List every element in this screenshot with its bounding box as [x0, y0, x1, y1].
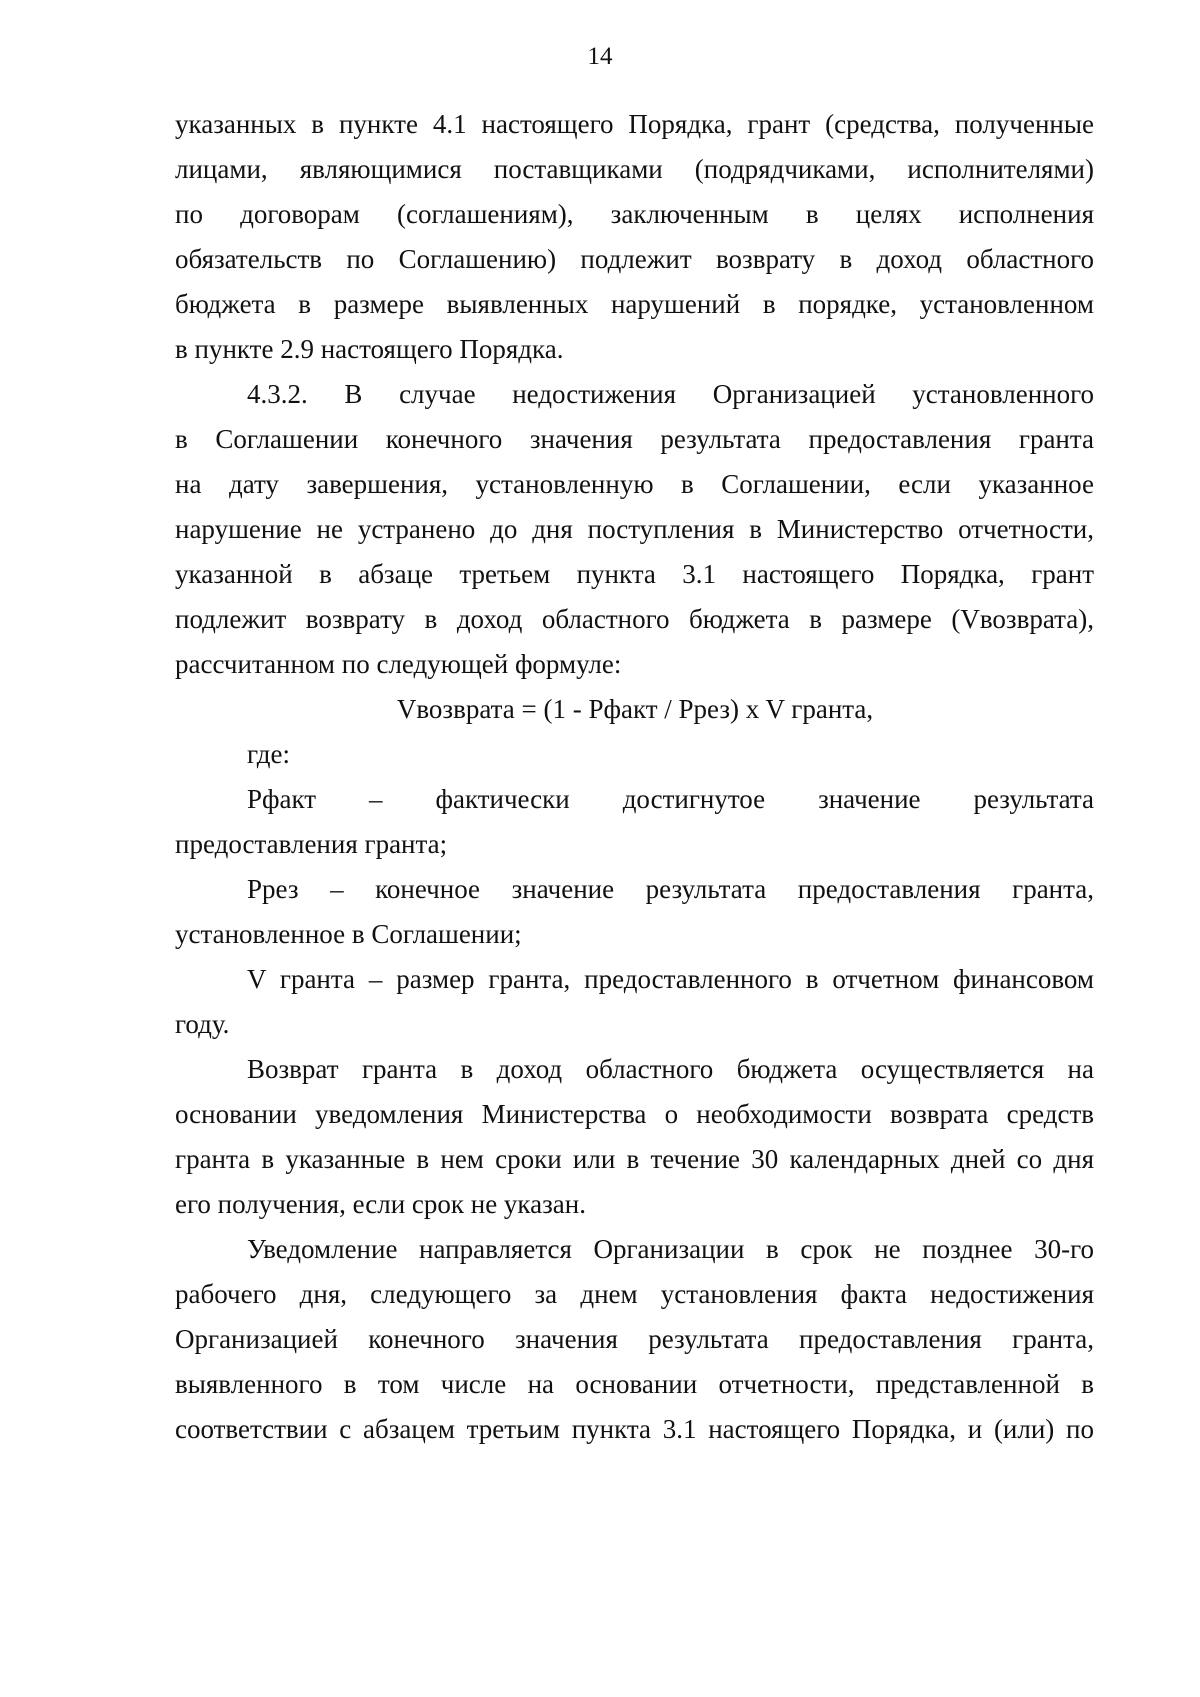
text-line: рабочего дня, следующего за днем установления факта недостижения	[175, 1279, 1094, 1309]
text-line: где:	[247, 739, 290, 769]
definition-line: V гранта – размер гранта, предоставленного в отчетном финансовом	[247, 964, 1094, 994]
text-line: основании уведомления Министерства о необходимости возврата средств	[175, 1099, 1094, 1129]
text-line: его получения, если срок не указан.	[175, 1189, 586, 1219]
text-line: подлежит возврату в доход областного бюджета в размере (Vвозврата),	[175, 604, 1094, 634]
text-line: лицами, являющимися поставщиками (подрядчиками, исполнителями)	[175, 154, 1094, 184]
text-line: обязательств по Соглашению) подлежит возврату в доход областного	[175, 244, 1094, 274]
text-line: рассчитанном по следующей формуле:	[175, 649, 622, 679]
text-line: на дату завершения, установленную в Соглашении, если указанное	[175, 469, 1094, 499]
paragraph-start-line: 4.3.2. В случае недостижения Организацией установленного	[247, 379, 1094, 409]
definition-line: Ррез – конечное значение результата предоставления гранта,	[247, 874, 1094, 904]
text-line: по договорам (соглашениям), заключенным в целях исполнения	[175, 199, 1094, 229]
text-line: выявленного в том числе на основании отчетности, представленной в	[175, 1369, 1094, 1399]
page-number: 14	[587, 43, 613, 70]
text-line: Организацией конечного значения результата предоставления гранта,	[175, 1324, 1094, 1354]
text-line: нарушение не устранено до дня поступления в Министерство отчетности,	[175, 514, 1094, 544]
text-line: соответствии с абзацем третьим пункта 3.1 настоящего Порядка, и (или) по	[175, 1414, 1094, 1444]
text-line: установленное в Соглашении;	[175, 919, 522, 949]
text-line: гранта в указанные в нем сроки или в течение 30 календарных дней со дня	[175, 1144, 1094, 1174]
text-line: в Соглашении конечного значения результата предоставления гранта	[175, 424, 1094, 454]
text-line: указанных в пункте 4.1 настоящего Порядка, грант (средства, полученные	[175, 109, 1094, 139]
text-line: указанной в абзаце третьем пункта 3.1 настоящего Порядка, грант	[175, 559, 1094, 589]
text-line: бюджета в размере выявленных нарушений в порядке, установленном	[175, 289, 1094, 319]
text-line: предоставления гранта;	[175, 829, 448, 859]
paragraph-start-line: Уведомление направляется Организации в срок не позднее 30-го	[247, 1234, 1094, 1264]
text-line: году.	[175, 1009, 230, 1039]
text-line: в пункте 2.9 настоящего Порядка.	[175, 334, 564, 364]
definition-line: Рфакт – фактически достигнутое значение результата	[247, 784, 1094, 814]
formula: Vвозврата = (1 - Рфакт / Ррез) x V гранта,	[396, 694, 874, 724]
paragraph-start-line: Возврат гранта в доход областного бюджета осуществляется на	[247, 1054, 1094, 1084]
